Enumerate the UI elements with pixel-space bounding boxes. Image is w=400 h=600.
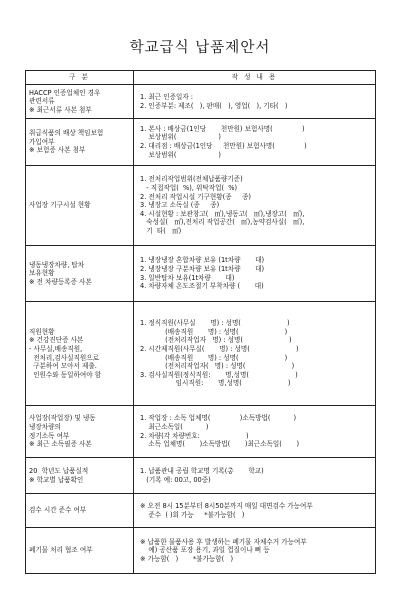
label-line: 정기소독 여부 xyxy=(29,431,70,440)
content-line: 준수 ( )회 가능 *불가능함( ) xyxy=(140,510,245,519)
label-line: ※ 최근 소독필증 사본 xyxy=(29,440,92,449)
content-line: ※ 가능함( ) *불가능함( ) xyxy=(140,554,234,563)
header-content: 작 성 내 용 xyxy=(134,71,376,85)
label-line: 관련서류 xyxy=(29,97,55,106)
label-line: 구분하여 모아서 제출. xyxy=(29,362,97,371)
label-line: 냉동냉장차량, 탑차 xyxy=(29,260,85,269)
label-line: ※ 전 차량등록증 사본 xyxy=(29,277,92,286)
content-line: (전처리작업자( 명) : 성명( ) xyxy=(140,362,295,371)
content-line: 2. 냉장냉장 구분차량 보유 (1t차량 대) xyxy=(140,264,265,273)
row-content[interactable] xyxy=(134,166,376,246)
content-line: 4. 시설현황 : 보관창고( ㎡),냉동고( ㎡),냉장고( ㎡), xyxy=(140,209,305,218)
content-line: 4. 차량자체 온도조절기 부착차량 ( 대) xyxy=(140,282,264,291)
content-line: 보상범위( ) xyxy=(140,133,221,142)
row-label xyxy=(26,302,134,406)
row-label xyxy=(26,528,134,574)
label-line: 사업장 기구시설 현황 xyxy=(29,201,91,210)
content-line: 2. 차량(각 차량번호: ) xyxy=(140,431,249,440)
content-line: 예) 공산품 포장 용기, 과일 껍질이나 뼈 등 xyxy=(140,546,270,555)
label-line: 검수 시간 준수 여부 xyxy=(29,506,87,515)
row-content[interactable] xyxy=(134,528,376,574)
row-disinfection xyxy=(26,406,376,458)
label-line: 20 학년도 납품실적 xyxy=(29,466,89,475)
content-line: 1. 납품관내 공립 학교명 기록(총 학교) xyxy=(140,466,264,475)
page-title: 학교급식 납품제안서 xyxy=(129,40,271,56)
row-waste-disposal xyxy=(26,528,376,574)
header-category: 구 분 xyxy=(26,71,134,85)
content-line: (전처리작업자 명) : 성명( ) xyxy=(140,336,292,345)
row-content[interactable] xyxy=(134,246,376,302)
row-content[interactable] xyxy=(134,494,376,528)
label-line: 가입여부 xyxy=(29,137,55,146)
row-facility xyxy=(26,166,376,246)
label-line: ※ 최근서류 사본 첨부 xyxy=(29,105,92,114)
content-line: (배송직원 명) : 성명( ) xyxy=(140,353,288,362)
row-label xyxy=(26,246,134,302)
content-line: ※ 납품한 물품사용 후 발생하는 폐기물 자체수거 가능여부 xyxy=(140,537,307,546)
row-content[interactable] xyxy=(134,458,376,494)
content-line: ※ 오전 8시 15분부터 8시50분까지 매일 대면검수 가능여부 xyxy=(140,501,313,510)
content-line: 1. 작업장 : 소독 업체명( )소독방법( ) xyxy=(140,414,297,423)
label-line: ※ 학교별 납품확인 xyxy=(29,475,84,484)
content-line: 1. 냉장냉장 혼합차량 보유 (1t차량 대) xyxy=(140,256,265,265)
content-line: 최근소독일( ) xyxy=(140,422,209,431)
content-line: 2. 전처리 작업시설 기구현황(종 종) xyxy=(140,192,252,201)
content-line: 1. 전처리작업범위(전체납품량기준) xyxy=(140,175,243,184)
proposal-form-table xyxy=(25,70,376,574)
row-label xyxy=(26,458,134,494)
content-line: 보상범위( ) xyxy=(140,150,221,159)
content-line: 2. 대리점 : 배상금(1인당 천만원) 보험사명( ) xyxy=(140,142,307,150)
row-label xyxy=(26,406,134,458)
content-line: 임시직원: 명,성명( ) xyxy=(140,379,291,388)
row-haccp xyxy=(26,85,376,119)
row-vehicles xyxy=(26,246,376,302)
row-content[interactable] xyxy=(134,119,376,166)
label-line: HACCP 인증업체인 경우 xyxy=(29,88,101,97)
label-line: ※ 건강진단증 사본 xyxy=(29,336,84,345)
label-line: 사업장(작업장) 및 냉동 xyxy=(29,414,96,423)
row-label xyxy=(26,85,134,119)
row-inspection-time xyxy=(26,494,376,528)
row-label xyxy=(26,494,134,528)
label-line: 직원현황 xyxy=(29,327,55,336)
label-line: 취급식품의 배상 책임보험 xyxy=(29,129,104,138)
content-line: 3. 냉장고 소독실 (종 종) xyxy=(140,201,220,210)
content-line: 숙성실( ㎡),전처리 작업공간( ㎡),농약검사실( ㎡), xyxy=(140,218,305,227)
content-line: 3. 일반탑차 보유(1t차량 대) xyxy=(140,273,235,282)
content-line: - 직접작업( %), 위탁작업( %) xyxy=(140,184,238,193)
content-line: (배송직원 명) : 성명( ) xyxy=(140,327,288,336)
label-line: 전처리,검사실직원으로 xyxy=(29,353,99,362)
row-label xyxy=(26,119,134,166)
row-label xyxy=(26,166,134,246)
content-line: 1. 본사 : 배상금(1인당 천만원) 보험사명( ) xyxy=(140,124,305,133)
content-line: (기록 예: 00고, 00중) xyxy=(140,475,211,484)
content-line: 2. 시간제직원(사무실( 명) : 성명( ) xyxy=(140,344,299,353)
content-line: 1. 정식직원(사무실 명) : 성명( ) xyxy=(140,319,290,328)
row-content[interactable] xyxy=(134,85,376,119)
row-delivery-record xyxy=(26,458,376,494)
content-line: 3. 검사실직원(정식직원: 명,성명( ) xyxy=(140,370,298,379)
row-content[interactable] xyxy=(134,302,376,406)
content-line: 2. 인증부분: 제조( ), 판매( ), 영업( ), 기타( ) xyxy=(140,101,288,110)
label-line: 냉장차량의 xyxy=(29,422,61,431)
table-header-row xyxy=(26,71,376,85)
content-line: 기 타( ㎡) xyxy=(140,226,182,235)
row-insurance xyxy=(26,119,376,166)
label-line: ※ 보험증 사본 첨부 xyxy=(29,146,86,155)
content-line: 1. 최근 인증일자 : xyxy=(140,92,194,101)
content-line: 소독 업체명( )소독방법( )최근소독일( ) xyxy=(140,440,300,449)
row-staff xyxy=(26,302,376,406)
label-line: - 사무실,배송직원, xyxy=(29,344,83,353)
label-line: 인원수와 동일하여야 함 xyxy=(29,370,102,379)
row-content[interactable] xyxy=(134,406,376,458)
label-line: 폐기물 처리 협조 여부 xyxy=(29,546,93,555)
label-line: 보유현황 xyxy=(29,269,55,278)
